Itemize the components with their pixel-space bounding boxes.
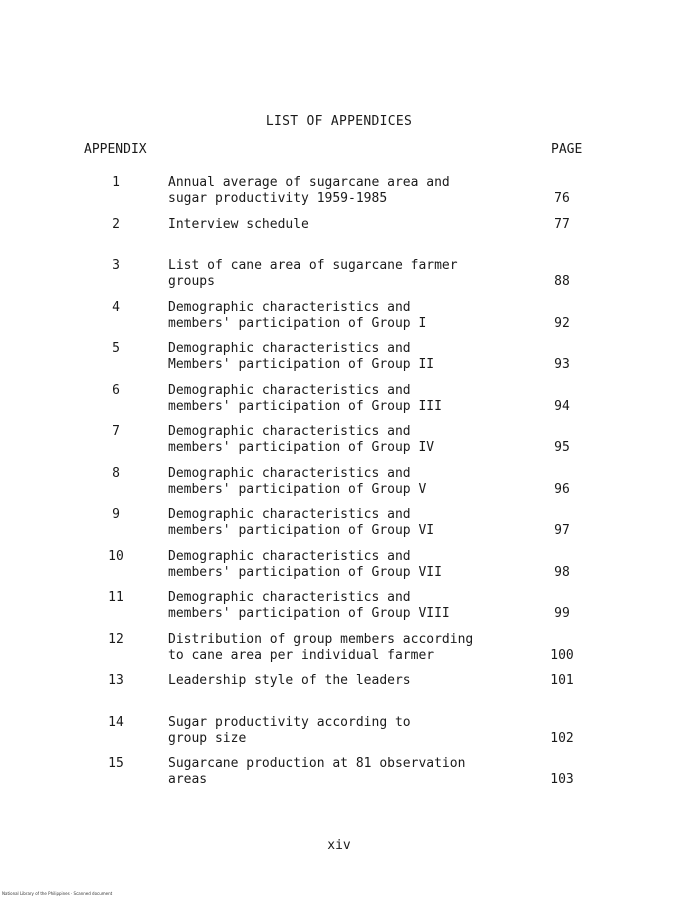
appendix-page-number: 92 [554, 315, 570, 331]
appendix-title-line: areas [168, 772, 208, 787]
appendix-entry [0, 466, 678, 508]
appendix-number: 12 [108, 631, 124, 647]
appendix-page-number: 93 [554, 357, 570, 372]
appendix-list [0, 175, 678, 798]
appendix-number: 6 [112, 382, 120, 398]
appendix-title [168, 383, 528, 415]
appendix-page-number: 95 [554, 440, 570, 455]
appendix-title-line: Sugar productivity according to [168, 714, 411, 730]
appendix-title-line: sugar productivity 1959-1985 [168, 191, 388, 206]
appendix-title-line: groups [168, 274, 215, 289]
appendix-title-line: members' participation of Group VII [168, 564, 442, 580]
appendix-page-number: 97 [554, 523, 570, 538]
appendix-entry [0, 756, 678, 798]
appendix-title-line: Demographic characteristics and [168, 299, 411, 315]
appendix-page-number: 94 [554, 398, 570, 414]
appendix-entry [0, 632, 678, 674]
page-column-header: PAGE [551, 142, 583, 157]
appendix-page-number: 101 [550, 673, 574, 688]
appendix-page-number: 98 [554, 564, 570, 580]
appendix-title [168, 507, 528, 539]
appendix-number: 15 [108, 756, 124, 771]
page-number: xiv [327, 838, 351, 853]
appendix-title-line: Interview schedule [168, 216, 309, 232]
appendix-title [168, 590, 528, 622]
appendix-page-number: 102 [550, 730, 574, 746]
appendix-title-line: Demographic characteristics and [168, 590, 411, 605]
appendix-title-line: Demographic characteristics and [168, 424, 411, 439]
appendix-title [168, 466, 528, 498]
appendix-title [168, 549, 528, 581]
appendix-entry [0, 300, 678, 342]
appendix-title-line: List of cane area of sugarcane farmer [168, 258, 458, 273]
appendix-page-number: 96 [554, 481, 570, 497]
appendix-title [168, 300, 528, 332]
appendix-title [168, 715, 528, 747]
appendix-number: 11 [108, 590, 124, 605]
appendix-page-number: 103 [550, 772, 574, 787]
appendix-title-line: Annual average of sugarcane area and [168, 175, 450, 190]
appendix-entry [0, 175, 678, 217]
appendix-entry [0, 341, 678, 383]
appendix-title-line: members' participation of Group V [168, 481, 427, 497]
appendix-entry [0, 383, 678, 425]
appendix-page-number: 88 [554, 274, 570, 289]
appendix-title-line: Demographic characteristics and [168, 341, 411, 356]
appendix-title-line: members' participation of Group I [168, 315, 427, 331]
appendix-number: 1 [112, 175, 120, 190]
appendix-title-line: members' participation of Group VI [168, 523, 435, 538]
appendix-number: 2 [112, 216, 120, 232]
appendix-title [168, 175, 528, 207]
appendix-title-line: Demographic characteristics and [168, 507, 411, 522]
appendix-number: 8 [112, 465, 120, 481]
appendix-page-number: 99 [554, 606, 570, 621]
appendix-title [168, 217, 528, 233]
appendix-title-line: Demographic characteristics and [168, 548, 411, 564]
appendix-entry [0, 507, 678, 549]
appendix-entry [0, 673, 678, 715]
appendix-title-line: Members' participation of Group II [168, 357, 435, 372]
appendix-title-line: Demographic characteristics and [168, 382, 411, 398]
appendix-number: 4 [112, 299, 120, 315]
appendix-title [168, 341, 528, 373]
appendix-page-number: 100 [550, 647, 574, 663]
appendix-number: 14 [108, 714, 124, 730]
appendix-title-line: to cane area per individual farmer [168, 647, 435, 663]
appendix-number: 5 [112, 341, 120, 356]
appendix-title-line: Leadership style of the leaders [168, 673, 411, 688]
appendix-page-number: 77 [554, 216, 570, 232]
scan-credit: National Library of the Philippines · Scanned document [2, 891, 113, 896]
appendix-title-line: Sugarcane production at 81 observation [168, 756, 466, 771]
appendix-column-header: APPENDIX [84, 142, 147, 157]
appendix-number: 7 [112, 424, 120, 439]
appendix-title-line: members' participation of Group IV [168, 440, 435, 455]
appendix-entry [0, 715, 678, 757]
appendix-title [168, 673, 528, 689]
appendix-title-line: Distribution of group members according [168, 631, 474, 647]
appendix-title [168, 756, 528, 788]
appendix-number: 13 [108, 673, 124, 688]
appendix-entry [0, 258, 678, 300]
appendix-title-line: group size [168, 730, 247, 746]
appendix-title [168, 632, 528, 664]
appendix-entry [0, 549, 678, 591]
appendix-page-number: 76 [554, 191, 570, 206]
appendix-entry [0, 590, 678, 632]
page-title: LIST OF APPENDICES [265, 114, 413, 129]
appendix-title-line: members' participation of Group III [168, 398, 442, 414]
appendix-title-line: members' participation of Group VIII [168, 606, 450, 621]
appendix-number: 10 [108, 548, 124, 564]
appendix-entry [0, 217, 678, 259]
appendix-number: 9 [112, 507, 120, 522]
appendix-title [168, 258, 528, 290]
appendix-entry [0, 424, 678, 466]
appendix-title-line: Demographic characteristics and [168, 465, 411, 481]
appendix-title [168, 424, 528, 456]
appendix-number: 3 [112, 258, 120, 273]
